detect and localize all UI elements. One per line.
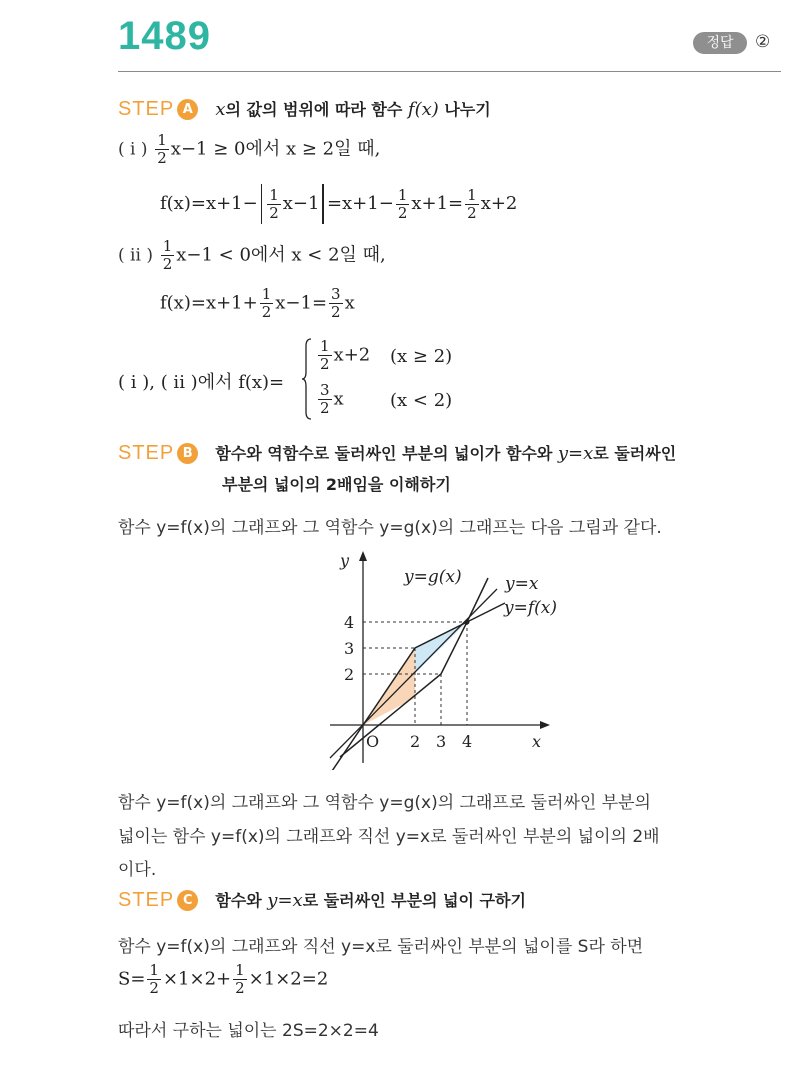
step-c-title-b: y=x <box>267 890 303 911</box>
problem-number: 1489 <box>118 14 211 58</box>
step-b-label: STEP <box>118 442 175 464</box>
label-yx: y=x <box>505 574 539 594</box>
step-b-conclusion-2: 넓이는 함수 y=f(x)의 그래프와 직선 y=x로 둘러싸인 부분의 넓이의 2배 <box>118 827 660 847</box>
step-c-eq-a: S= <box>118 968 146 990</box>
case2-eq-part-c: x <box>344 292 355 314</box>
step-b-conclusion-1: 함수 y=f(x)의 그래프와 그 역함수 y=g(x)의 그래프로 둘러싸인 부분의 <box>118 793 651 813</box>
x-tick-4: 4 <box>462 732 473 751</box>
step-b-conclusion-3: 이다. <box>118 860 157 880</box>
case1-equation <box>160 184 517 224</box>
axis-x-label: x <box>532 732 542 751</box>
step-b-heading <box>118 441 676 465</box>
abs-bar-right <box>322 184 324 224</box>
case2-eq-part-b: x−1= <box>275 292 328 314</box>
step-b-title-c: 로 둘러싸인 <box>593 444 677 463</box>
step-c-eq-c: ×1×2=2 <box>248 968 329 990</box>
x-axis-arrow <box>540 721 550 729</box>
piecewise-brace <box>302 338 312 420</box>
origin-label: O <box>366 732 380 751</box>
case2-condition <box>118 238 386 273</box>
step-a-title-var: x <box>215 99 226 120</box>
y-tick-4: 4 <box>344 613 355 632</box>
step-a-title-mid: 의 값의 범위에 따라 함수 <box>225 100 408 119</box>
case1-eq-part-e: x+2 <box>480 193 518 214</box>
step-c-title-c: 로 둘러싸인 부분의 넓이 구하기 <box>302 891 526 910</box>
y-tick-2: 2 <box>344 665 355 684</box>
step-c-equation <box>118 962 328 997</box>
header-divider <box>118 71 781 72</box>
case1-eq-part-c: =x+1− <box>326 193 394 214</box>
piecewise-row2-expr: x <box>333 388 344 410</box>
step-c-title-a: 함수와 <box>215 891 268 910</box>
label-fx: y=f(x) <box>504 598 557 618</box>
fraction-half: $\frac{1}{2}$ <box>235 961 245 997</box>
case1-tag: ( i ) <box>118 139 148 160</box>
label-gx: y=g(x) <box>404 567 462 587</box>
y-axis-arrow <box>359 551 367 561</box>
combined-lead: ( i ), ( ii )에서 f(x)= <box>118 372 285 393</box>
case2-equation <box>160 286 355 321</box>
fraction-half: $\frac{1}{2}$ <box>467 185 477 222</box>
case2-condition-text: x−1 < 0에서 x < 2일 때, <box>176 244 386 266</box>
step-b-badge: B <box>177 443 198 464</box>
case1-condition-text: x−1 ≥ 0에서 x ≥ 2일 때, <box>170 138 381 160</box>
answer-value: ② <box>755 32 771 52</box>
piecewise-row1-cond: (x ≥ 2) <box>390 346 453 367</box>
step-a-title-post: 나누기 <box>438 100 491 119</box>
fraction-half: $\frac{1}{2}$ <box>397 185 408 222</box>
axis-y-label: y <box>340 551 350 570</box>
piecewise-row1-expr: x+2 <box>333 344 371 366</box>
fraction-three-halves: $\frac{3}{2}$ <box>320 381 330 417</box>
case1-eq-part-b: x−1 <box>282 193 320 214</box>
fraction-half: $\frac{1}{2}$ <box>149 961 159 997</box>
y-tick-3: 3 <box>344 639 355 658</box>
fraction-half: $\frac{1}{2}$ <box>261 285 272 321</box>
fraction-half: $\frac{1}{2}$ <box>269 185 279 222</box>
step-b-title-line2: 부분의 넓이의 2배임을 이해하기 <box>222 475 451 494</box>
fraction-half: $\frac{1}{2}$ <box>157 131 167 167</box>
case1-condition <box>118 132 380 167</box>
step-c-eq-b: ×1×2+ <box>162 968 232 990</box>
step-c-line1: 함수 y=f(x)의 그래프와 직선 y=x로 둘러싸인 부분의 넓이를 S라 하면 <box>118 937 644 957</box>
step-b-title-b: y=x <box>557 443 594 464</box>
step-a-label: STEP <box>118 98 175 120</box>
step-a-heading <box>118 97 491 121</box>
step-c-badge: C <box>177 890 198 911</box>
intersection-point <box>465 620 470 625</box>
step-c-label: STEP <box>118 889 175 911</box>
case2-tag: ( ii ) <box>118 245 153 266</box>
piecewise-row-1 <box>316 338 370 373</box>
x-tick-2: 2 <box>410 732 421 751</box>
fraction-half: $\frac{1}{2}$ <box>162 237 173 273</box>
step-b-title-a: 함수와 역함수로 둘러싸인 부분의 넓이가 함수와 <box>215 444 558 463</box>
answer-badge: 정답 <box>693 32 747 54</box>
step-c-final: 따라서 구하는 넓이는 2S=2×2=4 <box>118 1021 379 1041</box>
step-b-intro: 함수 y=f(x)의 그래프와 그 역함수 y=g(x)의 그래프는 다음 그림과 같다. <box>118 518 662 538</box>
case1-eq-part-a: f(x)=x+1− <box>160 193 258 214</box>
piecewise-row2-cond: (x < 2) <box>390 390 453 411</box>
fraction-three-halves: $\frac{3}{2}$ <box>331 285 341 321</box>
piecewise-row-2 <box>316 382 344 417</box>
case1-eq-part-d: x+1= <box>411 193 464 214</box>
inverse-function-graph <box>300 545 600 774</box>
x-tick-3: 3 <box>436 732 447 751</box>
abs-bar-left <box>261 184 263 224</box>
fraction-half: $\frac{1}{2}$ <box>320 337 330 373</box>
step-c-heading <box>118 888 526 912</box>
case2-eq-part-a: f(x)=x+1+ <box>160 292 258 314</box>
step-a-title-fx: f(x) <box>407 99 439 120</box>
step-a-badge: A <box>177 99 198 120</box>
